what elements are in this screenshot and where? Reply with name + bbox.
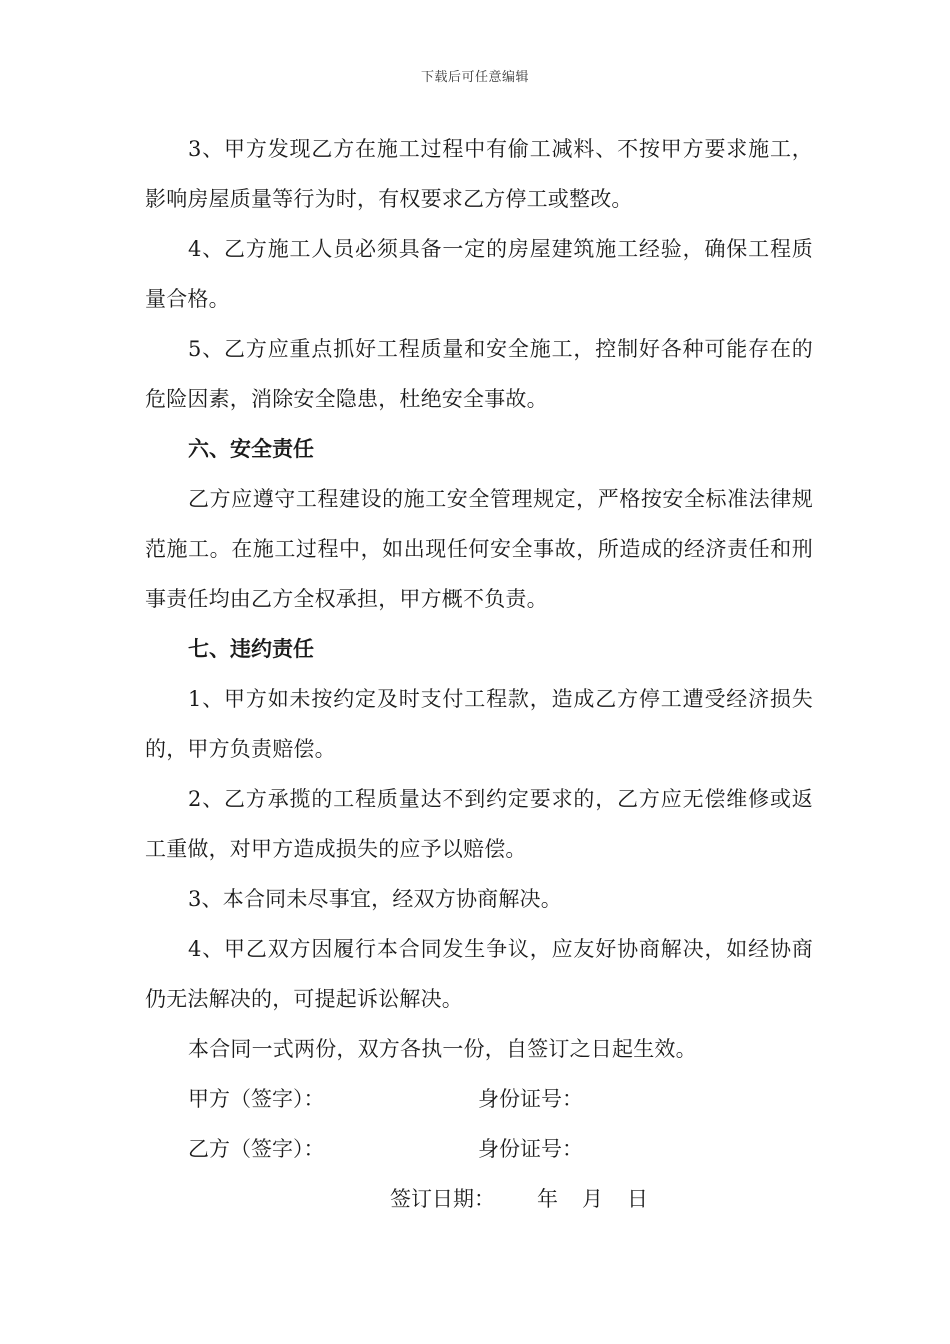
party-b-id-label: 身份证号：: [478, 1137, 583, 1161]
page-header: 下载后可任意编辑: [420, 70, 529, 85]
clause-5-safety-quality: 5、乙方应重点抓好工程质量和安全施工，控制好各种可能存在的危险因素，消除安全隐患，杜绝安全事故。: [145, 337, 813, 411]
contract-copies-statement: 本合同一式两份，双方各执一份，自签订之日起生效。: [188, 1037, 697, 1061]
clause-4-experience: 4、乙方施工人员必须具备一定的房屋建筑施工经验，确保工程质量合格。: [145, 237, 813, 311]
date-day-label: 日: [627, 1187, 648, 1211]
breach-clause-2: 2、乙方承揽的工程质量达不到约定要求的，乙方应无偿维修或返工重做，对甲方造成损失的应予以赔偿。: [145, 787, 813, 861]
safety-responsibility-text: 乙方应遵守工程建设的施工安全管理规定，严格按安全标准法律规范施工。在施工过程中，如出现任何安全事故，所造成的经济责任和刑事责任均由乙方全权承担，甲方概不负责。: [145, 487, 813, 611]
party-b-signature-row: [145, 1124, 813, 1174]
section-heading-breach: 七、违约责任: [188, 636, 314, 661]
party-b-signature-label: 乙方（签字）：: [188, 1137, 325, 1161]
signing-date-label: 签订日期：: [390, 1187, 495, 1211]
signing-date-row: [145, 1174, 813, 1224]
party-a-signature-label: 甲方（签字）：: [188, 1087, 325, 1111]
party-a-signature-row: [145, 1074, 813, 1124]
document-body: [145, 124, 813, 1224]
breach-clause-3: 3、本合同未尽事宜，经双方协商解决。: [188, 887, 562, 911]
section-heading-safety: 六、安全责任: [188, 436, 314, 461]
breach-clause-1: 1、甲方如未按约定及时支付工程款，造成乙方停工遭受经济损失的，甲方负责赔偿。: [145, 687, 813, 761]
date-month-label: 月: [582, 1187, 603, 1211]
party-a-id-label: 身份证号：: [478, 1087, 583, 1111]
date-year-label: 年: [537, 1187, 558, 1211]
clause-3-inspection: 3、甲方发现乙方在施工过程中有偷工减料、不按甲方要求施工，影响房屋质量等行为时，有权要求乙方停工或整改。: [145, 137, 813, 211]
breach-clause-4: 4、甲乙双方因履行本合同发生争议，应友好协商解决，如经协商仍无法解决的，可提起诉讼解决。: [145, 937, 813, 1011]
